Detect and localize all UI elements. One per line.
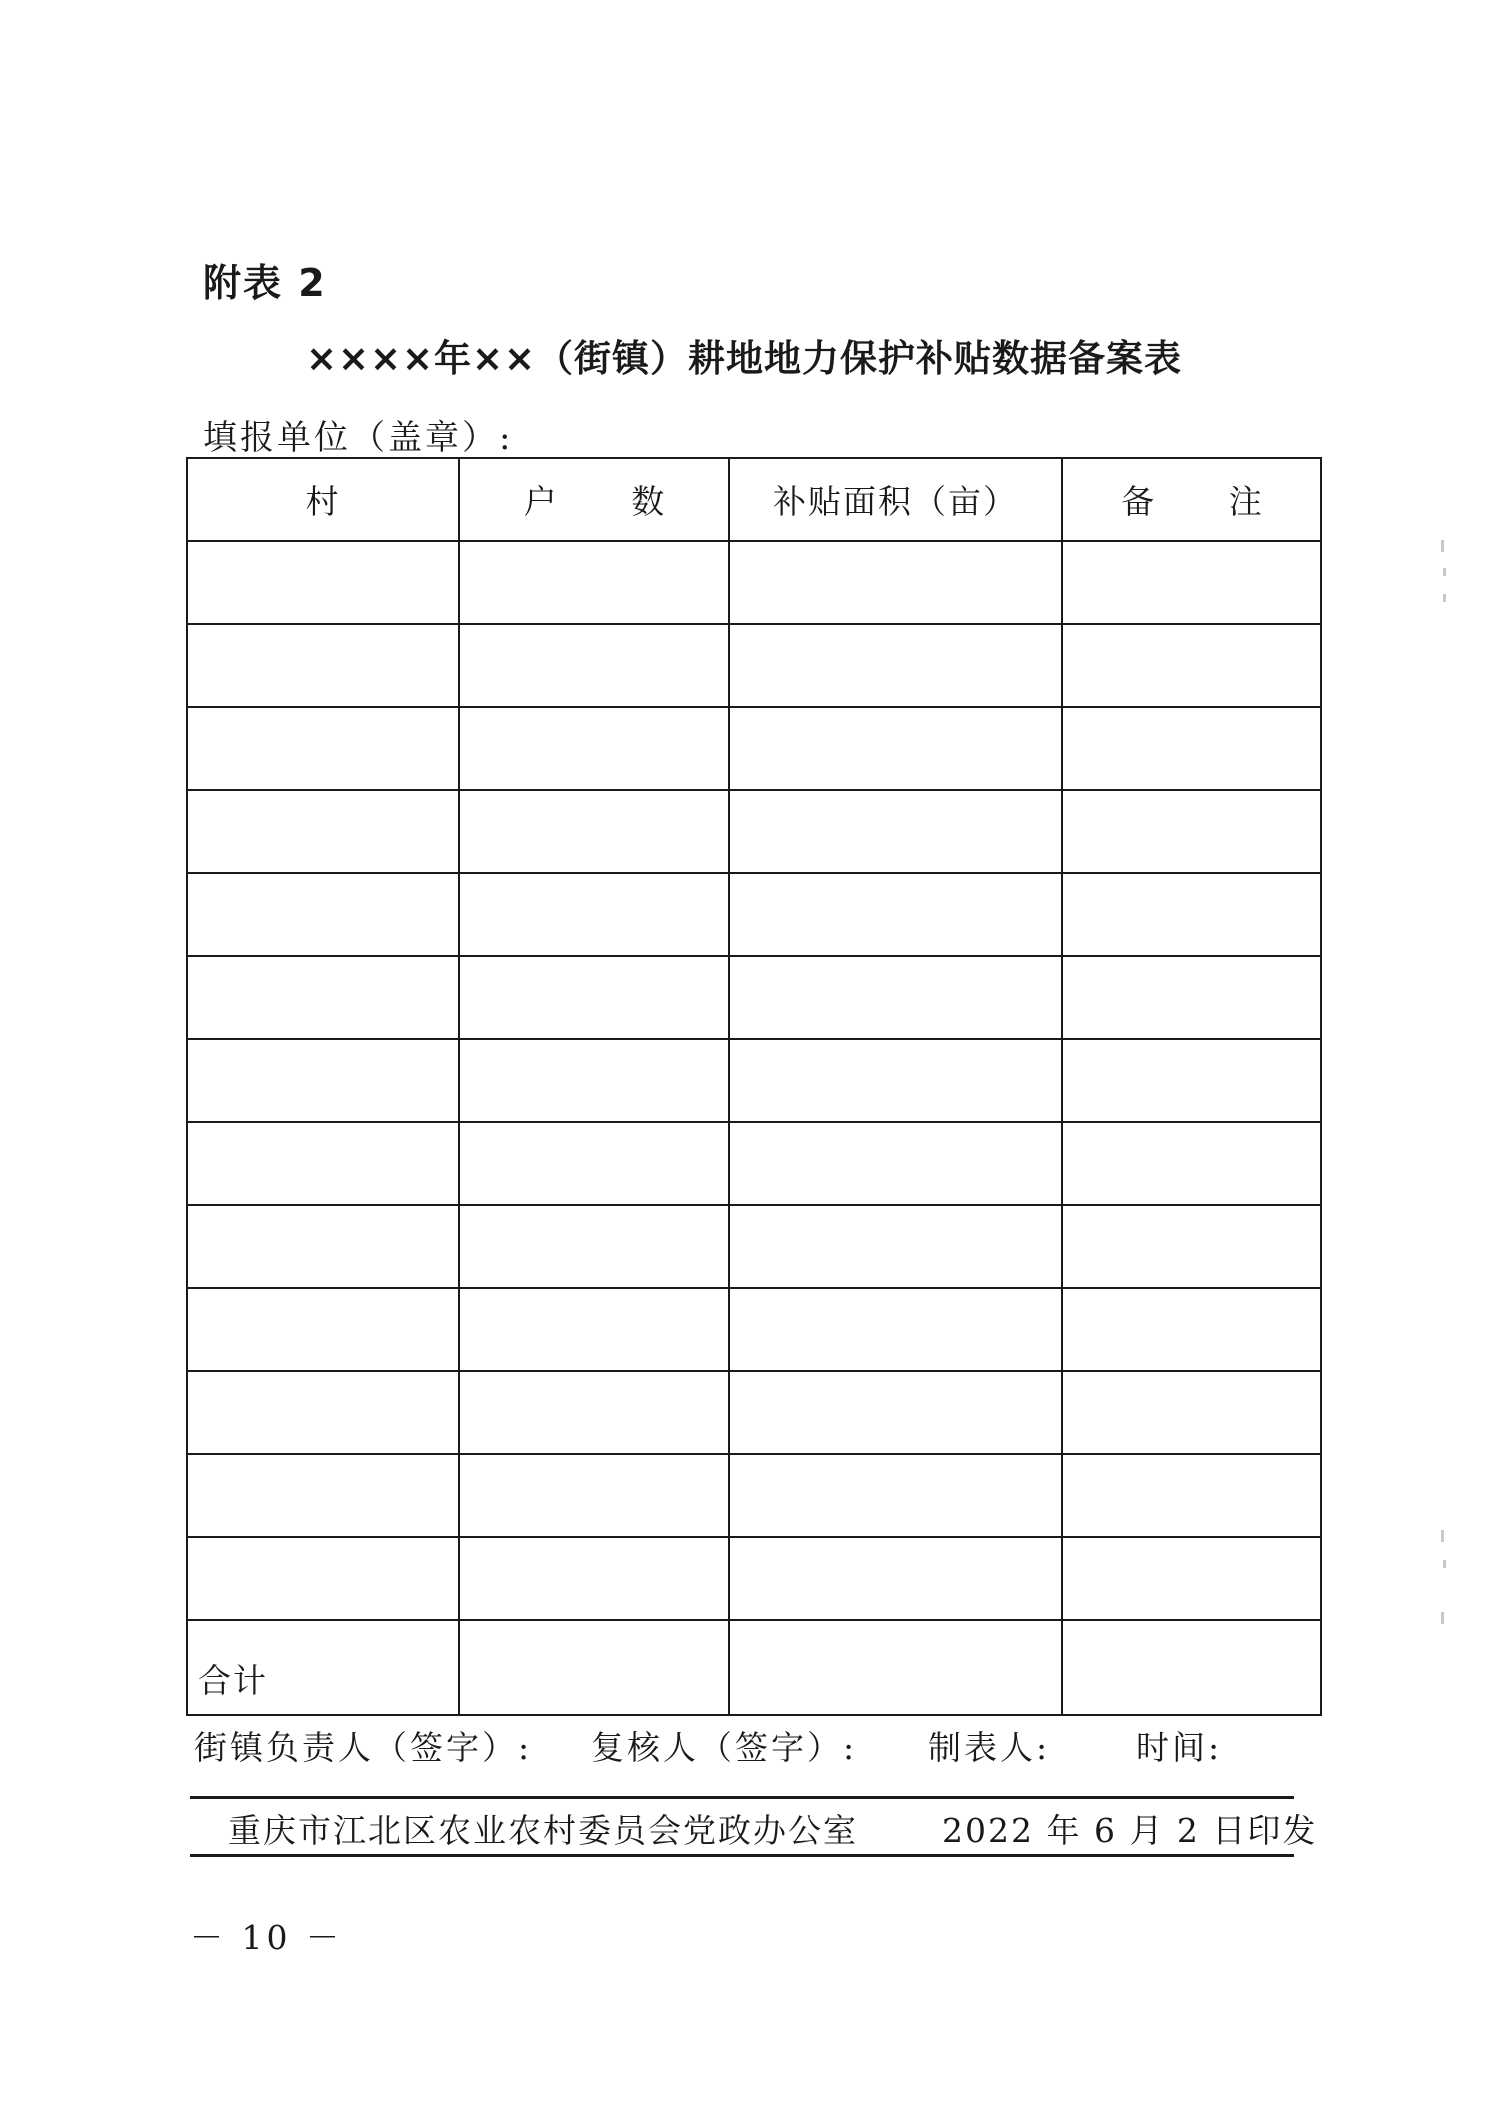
subsidy-area-cell[interactable] bbox=[729, 707, 1062, 790]
village-cell[interactable] bbox=[187, 1039, 459, 1122]
table-row bbox=[187, 1122, 1321, 1205]
page-number: － 10 － bbox=[190, 1918, 343, 1957]
village-cell[interactable] bbox=[187, 956, 459, 1039]
village-cell[interactable] bbox=[187, 1288, 459, 1371]
village-cell[interactable] bbox=[187, 541, 459, 624]
issuer-name: 重庆市江北区农业农村委员会党政办公室 bbox=[228, 1811, 858, 1850]
households-cell[interactable] bbox=[459, 1205, 729, 1288]
subsidy-area-cell[interactable] bbox=[729, 1371, 1062, 1454]
table-row bbox=[187, 541, 1321, 624]
remarks-cell[interactable] bbox=[1062, 1537, 1321, 1620]
table-row bbox=[187, 1039, 1321, 1122]
subsidy-area-cell[interactable] bbox=[729, 790, 1062, 873]
households-cell[interactable] bbox=[459, 624, 729, 707]
households-cell[interactable] bbox=[459, 873, 729, 956]
preparer-label: 制表人: bbox=[928, 1728, 1051, 1767]
subsidy-area-cell[interactable] bbox=[729, 1039, 1062, 1122]
households-cell[interactable] bbox=[459, 1537, 729, 1620]
table-row bbox=[187, 873, 1321, 956]
households-cell[interactable] bbox=[459, 956, 729, 1039]
remarks-cell[interactable] bbox=[1062, 1039, 1321, 1122]
total-households-cell[interactable] bbox=[459, 1620, 729, 1715]
table-body bbox=[187, 541, 1321, 1715]
village-cell[interactable] bbox=[187, 1537, 459, 1620]
total-label: 合计 bbox=[187, 1620, 459, 1715]
remarks-cell[interactable] bbox=[1062, 790, 1321, 873]
subsidy-area-cell[interactable] bbox=[729, 1537, 1062, 1620]
remarks-cell[interactable] bbox=[1062, 1454, 1321, 1537]
remarks-cell[interactable] bbox=[1062, 707, 1321, 790]
table-row bbox=[187, 956, 1321, 1039]
village-cell[interactable] bbox=[187, 1371, 459, 1454]
households-cell[interactable] bbox=[459, 1039, 729, 1122]
table-row bbox=[187, 790, 1321, 873]
remarks-cell[interactable] bbox=[1062, 1205, 1321, 1288]
binding-hole-mark bbox=[1443, 594, 1446, 602]
binding-hole-mark bbox=[1441, 1612, 1444, 1624]
subsidy-area-cell[interactable] bbox=[729, 1288, 1062, 1371]
footer-bottom-rule bbox=[190, 1854, 1294, 1857]
table-row bbox=[187, 624, 1321, 707]
header-households: 户 数 bbox=[459, 458, 729, 541]
table-row bbox=[187, 1205, 1321, 1288]
binding-hole-mark bbox=[1443, 568, 1446, 576]
fill-unit-label: 填报单位（盖章）: bbox=[203, 418, 514, 458]
remarks-cell[interactable] bbox=[1062, 1288, 1321, 1371]
village-cell[interactable] bbox=[187, 1122, 459, 1205]
village-cell[interactable] bbox=[187, 1454, 459, 1537]
signature-line bbox=[186, 1722, 1326, 1766]
subsidy-area-cell[interactable] bbox=[729, 541, 1062, 624]
table-row bbox=[187, 707, 1321, 790]
header-village: 村 bbox=[187, 458, 459, 541]
attachment-label: 附表 2 bbox=[203, 261, 327, 305]
remarks-cell[interactable] bbox=[1062, 956, 1321, 1039]
remarks-cell[interactable] bbox=[1062, 541, 1321, 624]
table-header-row bbox=[187, 458, 1321, 541]
binding-hole-mark bbox=[1443, 1560, 1446, 1568]
header-subsidy-area: 补贴面积（亩） bbox=[729, 458, 1062, 541]
village-cell[interactable] bbox=[187, 707, 459, 790]
total-area-cell[interactable] bbox=[729, 1620, 1062, 1715]
remarks-cell[interactable] bbox=[1062, 873, 1321, 956]
header-remarks: 备 注 bbox=[1062, 458, 1321, 541]
subsidy-area-cell[interactable] bbox=[729, 873, 1062, 956]
total-remarks-cell[interactable] bbox=[1062, 1620, 1321, 1715]
time-label: 时间: bbox=[1136, 1728, 1223, 1767]
total-row bbox=[187, 1620, 1321, 1715]
table-row bbox=[187, 1454, 1321, 1537]
households-cell[interactable] bbox=[459, 1122, 729, 1205]
village-cell[interactable] bbox=[187, 624, 459, 707]
table-row bbox=[187, 1288, 1321, 1371]
households-cell[interactable] bbox=[459, 1288, 729, 1371]
remarks-cell[interactable] bbox=[1062, 1122, 1321, 1205]
footer-top-rule bbox=[190, 1796, 1294, 1799]
subsidy-area-cell[interactable] bbox=[729, 956, 1062, 1039]
subsidy-area-cell[interactable] bbox=[729, 1205, 1062, 1288]
households-cell[interactable] bbox=[459, 1371, 729, 1454]
households-cell[interactable] bbox=[459, 541, 729, 624]
reviewer-signature-label: 复核人（签字）: bbox=[591, 1728, 858, 1767]
binding-hole-mark bbox=[1441, 540, 1444, 552]
table-row bbox=[187, 1537, 1321, 1620]
filing-form-table bbox=[186, 457, 1322, 1716]
households-cell[interactable] bbox=[459, 790, 729, 873]
village-cell[interactable] bbox=[187, 790, 459, 873]
table-row bbox=[187, 1371, 1321, 1454]
binding-hole-mark bbox=[1441, 1530, 1444, 1542]
village-cell[interactable] bbox=[187, 873, 459, 956]
remarks-cell[interactable] bbox=[1062, 624, 1321, 707]
issue-date: 2022 年 6 月 2 日印发 bbox=[942, 1811, 1318, 1850]
subsidy-area-cell[interactable] bbox=[729, 1454, 1062, 1537]
document-title: ××××年××（街镇）耕地地力保护补贴数据备案表 bbox=[305, 337, 1182, 380]
households-cell[interactable] bbox=[459, 707, 729, 790]
town-head-signature-label: 街镇负责人（签字）: bbox=[194, 1728, 533, 1767]
subsidy-area-cell[interactable] bbox=[729, 1122, 1062, 1205]
households-cell[interactable] bbox=[459, 1454, 729, 1537]
subsidy-area-cell[interactable] bbox=[729, 624, 1062, 707]
village-cell[interactable] bbox=[187, 1205, 459, 1288]
remarks-cell[interactable] bbox=[1062, 1371, 1321, 1454]
